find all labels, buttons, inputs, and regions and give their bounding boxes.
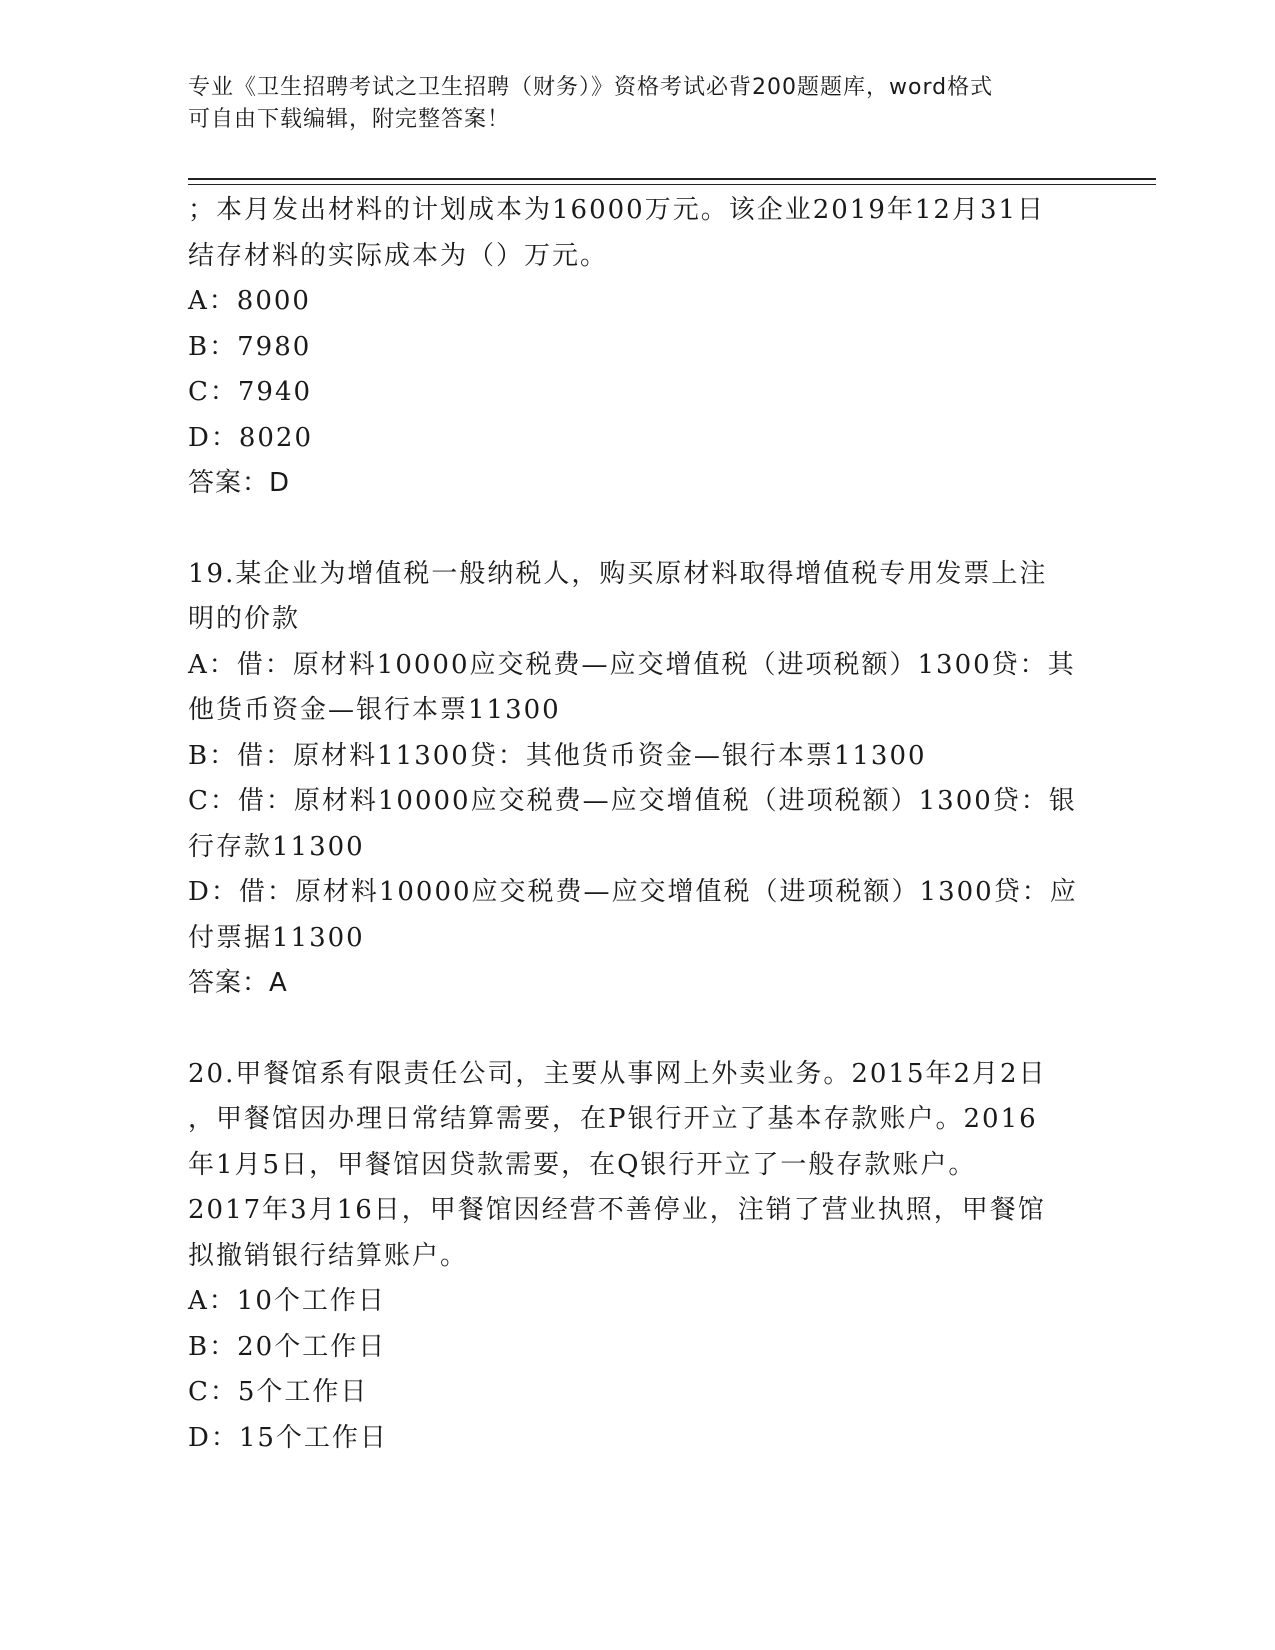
question-19-stem-line-2: 明的价款	[188, 604, 301, 634]
document-header	[188, 72, 1088, 136]
question-19	[188, 552, 1088, 1007]
question-18	[188, 188, 1088, 507]
question-20-option-a: A：10个工作日	[188, 1286, 386, 1316]
question-19-option-d-line-2: 付票据11300	[188, 922, 365, 953]
question-19-option-c-line-1: C：借：原材料10000应交税费—应交增值税（进项税额）1300贷：银	[188, 786, 1077, 816]
question-19-option-a-line-2: 他货币资金—银行本票11300	[188, 695, 561, 725]
header-title-line-1: 专业《卫生招聘考试之卫生招聘（财务）》资格考试必背200题题库，word格式	[188, 75, 994, 100]
question-20-option-b: B：20个工作日	[188, 1331, 387, 1362]
question-20-stem-line-5: 拟撤销银行结算账户。	[188, 1240, 469, 1271]
question-20-stem-line-4: 2017年3月16日，甲餐馆因经营不善停业，注销了营业执照，甲餐馆	[188, 1195, 1046, 1225]
question-20-option-c: C：5个工作日	[188, 1377, 369, 1407]
spacer	[188, 1007, 1088, 1052]
header-title-line-2: 可自由下载编辑，附完整答案！	[188, 107, 511, 132]
question-20-stem-line-1: 20.甲餐馆系有限责任公司，主要从事网上外卖业务。2015年2月2日	[188, 1058, 1047, 1089]
question-18-stem-line-2: 结存材料的实际成本为（）万元。	[188, 240, 609, 271]
spacer	[188, 507, 1088, 552]
question-19-option-d-line-1: D：借：原材料10000应交税费—应交增值税（进项税额）1300贷：应	[188, 877, 1078, 907]
question-18-stem-line-1: ；本月发出材料的计划成本为16000万元。该企业2019年12月31日	[188, 195, 1046, 225]
question-20-option-d: D：15个工作日	[188, 1422, 388, 1453]
question-20-stem-line-2: ，甲餐馆因办理日常结算需要，在P银行开立了基本存款账户。2016	[188, 1104, 1038, 1134]
question-18-answer: 答案：D	[188, 468, 291, 498]
question-20-stem-line-3: 年1月5日，甲餐馆因贷款需要，在Q银行开立了一般存款账户。	[188, 1149, 977, 1180]
header-divider-thin	[188, 184, 1156, 185]
question-19-answer: 答案：A	[188, 968, 288, 998]
question-content	[188, 188, 1088, 1461]
question-18-option-b: B：7980	[188, 331, 312, 362]
question-19-stem-line-1: 19.某企业为增值税一般纳税人，购买原材料取得增值税专用发票上注	[188, 558, 1048, 589]
question-19-option-b: B：借：原材料11300贷：其他货币资金—银行本票11300	[188, 740, 927, 771]
question-18-option-d: D：8020	[188, 422, 314, 453]
question-19-option-c-line-2: 行存款11300	[188, 831, 365, 862]
question-18-option-c: C：7940	[188, 377, 313, 407]
question-18-option-a: A：8000	[188, 286, 311, 316]
question-19-option-a-line-1: A：借：原材料10000应交税费—应交增值税（进项税额）1300贷：其	[188, 649, 1076, 680]
header-divider-thick	[188, 178, 1156, 180]
question-20	[188, 1052, 1088, 1462]
